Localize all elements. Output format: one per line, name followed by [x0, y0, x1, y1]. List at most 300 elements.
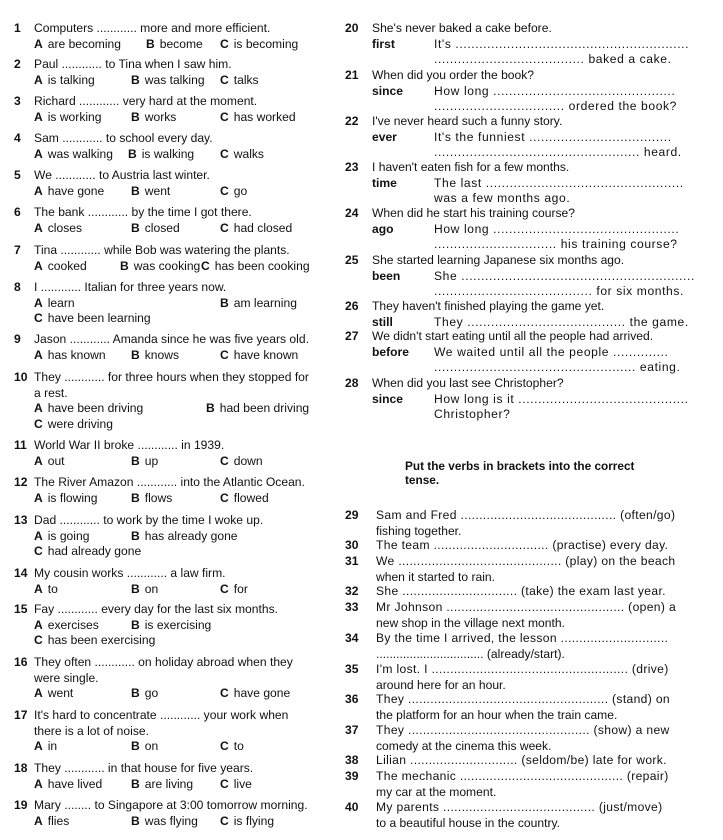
option-letter: C — [220, 72, 229, 87]
question-stem-row — [14, 94, 329, 110]
original-sentence: When did you order the book? — [372, 68, 535, 82]
question-text: The bank ............ by the time I got there. — [34, 205, 252, 219]
question-number: 17 — [14, 708, 28, 722]
option-letter: C — [220, 776, 229, 791]
option-text: flies — [47, 813, 70, 828]
option-text: is becoming — [233, 36, 299, 51]
answer-options — [14, 184, 329, 200]
transformation-sentence-row — [345, 68, 662, 84]
option-letter: B — [131, 183, 140, 198]
answer-option — [34, 37, 121, 53]
question-text: I ............ Italian for three years now. — [34, 280, 227, 294]
transformation-item — [345, 68, 678, 115]
transformation-item — [345, 160, 684, 207]
verb-sentence-row — [345, 631, 669, 647]
transformation-sentence-row — [345, 299, 662, 315]
option-letter: A — [34, 220, 43, 235]
question-number: 2 — [14, 57, 21, 71]
answer-option — [34, 618, 99, 634]
verb-sentence: We ............................................ (play) on the beach — [376, 554, 676, 568]
option-text: cooked — [47, 258, 87, 273]
keyword-row — [345, 175, 684, 192]
question-text: Computers ............ more and more efficient. — [34, 21, 271, 35]
option-text: had already gone — [47, 544, 142, 558]
question-item — [14, 243, 329, 274]
question-number: 28 — [345, 376, 359, 390]
question-stem-row — [14, 21, 329, 37]
answer-option — [220, 221, 292, 237]
question-stem-row — [14, 602, 329, 618]
question-number: 9 — [14, 332, 21, 346]
question-number: 24 — [345, 206, 359, 220]
verb-sentence-row — [345, 692, 670, 708]
option-text: was cooking — [133, 258, 201, 273]
original-sentence: I've never heard such a funny story. — [372, 114, 563, 128]
question-item — [14, 57, 329, 88]
option-text: have lived — [47, 776, 103, 791]
answer-option — [206, 401, 309, 417]
verb-sentence-continued: comedy at the cinema this week. — [376, 738, 552, 753]
option-text: is flowing — [47, 490, 98, 505]
question-text: Dad ............ to work by the time I woke up. — [34, 513, 264, 527]
option-letter: A — [34, 813, 43, 828]
answer-option — [34, 311, 151, 327]
question-text: We ............ to Austria last winter. — [34, 168, 210, 182]
option-letter: A — [34, 453, 43, 468]
keyword-row — [345, 344, 669, 361]
option-text: in — [47, 739, 58, 753]
original-sentence: We didn't start eating until all the people had arrived. — [372, 329, 654, 343]
question-number: 11 — [14, 438, 27, 452]
answer-option — [120, 259, 200, 275]
answer-option — [34, 777, 102, 793]
transformation-sentence-row — [345, 253, 662, 269]
keyword: since — [372, 83, 403, 98]
question-number: 5 — [14, 168, 21, 182]
answer-options — [14, 814, 329, 830]
question-number: 29 — [345, 508, 359, 522]
option-text: closes — [47, 220, 83, 235]
original-sentence: When did you last see Christopher? — [372, 376, 564, 390]
option-letter: A — [34, 347, 43, 362]
transformation-item — [345, 253, 695, 300]
answer-option — [220, 37, 298, 53]
verb-sentence: Lilian ............................. (seldom/be) late for work. — [376, 753, 667, 767]
option-text: flows — [144, 490, 173, 505]
transformation-item — [345, 21, 690, 68]
question-number: 16 — [14, 655, 28, 669]
question-number: 21 — [345, 68, 359, 82]
answer-option — [34, 582, 58, 598]
answer-option — [201, 259, 310, 275]
section-title: Put the verbs in brackets into the correct tense. — [405, 459, 635, 487]
question-number: 8 — [14, 280, 21, 294]
question-number: 26 — [345, 299, 359, 313]
option-letter: C — [201, 258, 210, 273]
verb-sentence-row — [345, 769, 669, 785]
question-stem-row — [14, 655, 329, 671]
answer-option — [34, 686, 73, 702]
option-text: to — [233, 739, 244, 753]
option-letter: A — [34, 258, 43, 273]
option-letter: B — [131, 490, 140, 505]
answer-line: It's the funniest .................................... — [434, 129, 672, 144]
option-letter: B — [131, 220, 140, 235]
verb-sentence-row — [345, 600, 677, 616]
verb-sentence-row — [345, 554, 676, 570]
keyword-row — [345, 391, 689, 408]
question-number: 14 — [14, 566, 28, 580]
answer-line-continued: ................................................... eating. — [434, 360, 681, 374]
answer-option — [34, 184, 104, 200]
option-text: has been cooking — [214, 258, 310, 273]
answer-option — [34, 739, 57, 755]
keyword: first — [372, 36, 395, 51]
question-stem-row — [14, 438, 329, 454]
question-number: 13 — [14, 513, 28, 527]
answer-options — [14, 147, 329, 163]
option-letter: C — [220, 453, 229, 468]
keyword-row — [345, 221, 680, 238]
option-text: has been exercising — [47, 633, 156, 647]
option-text: go — [144, 686, 159, 700]
question-item — [14, 566, 329, 597]
verb-sentence: Sam and Fred .......................................... (often/go) — [376, 508, 676, 522]
question-text-continued: were single. — [34, 670, 99, 685]
verb-sentence-row — [345, 753, 667, 769]
answer-option — [34, 417, 113, 433]
option-letter: A — [34, 109, 43, 124]
answer-line: How long .............................................. — [434, 83, 676, 98]
original-sentence: She started learning Japanese six months ago. — [372, 253, 625, 267]
option-letter: B — [131, 617, 140, 632]
answer-line-continued: ................................. ordered the book? — [434, 99, 678, 113]
answer-line: How long is it ........................................... — [434, 391, 689, 406]
answer-line: How long ............................................... — [434, 221, 680, 236]
verb-sentence-row — [345, 508, 676, 524]
option-text: have gone — [47, 183, 105, 198]
question-item — [14, 475, 329, 506]
question-stem-row — [14, 370, 329, 386]
question-item — [14, 94, 329, 125]
verb-item — [345, 600, 677, 631]
question-stem-row — [14, 475, 329, 491]
answer-options — [14, 686, 329, 702]
verb-item — [345, 769, 669, 800]
verb-sentence-row — [345, 723, 670, 739]
question-number: 19 — [14, 798, 28, 812]
answer-option — [131, 73, 205, 89]
option-text: have been driving — [47, 401, 144, 415]
verb-sentence: My parents ......................................... (just/move) — [376, 800, 663, 814]
option-text: closed — [144, 220, 180, 235]
question-item — [14, 513, 329, 560]
question-text: World War II broke ............ in 1939. — [34, 438, 225, 452]
transformation-item — [345, 376, 689, 423]
question-stem-row — [14, 205, 329, 221]
option-text: walks — [233, 146, 264, 161]
question-text: They ............ in that house for five years. — [34, 761, 254, 775]
option-letter: C — [220, 490, 229, 505]
transformation-sentence-row — [345, 329, 662, 345]
option-letter: B — [131, 739, 140, 753]
question-number: 15 — [14, 602, 28, 616]
verb-sentence-continued: the platform for an hour when the train came. — [376, 707, 618, 722]
option-text: were driving — [47, 416, 113, 431]
answer-option — [34, 110, 102, 126]
question-text: Tina ............ while Bob was watering the plants. — [34, 243, 290, 257]
answer-option — [131, 529, 238, 545]
answer-line: The last .................................................. — [434, 175, 684, 190]
answer-options — [14, 348, 329, 364]
answer-option — [131, 777, 193, 793]
answer-options — [14, 777, 329, 793]
option-letter: C — [220, 739, 229, 753]
transformation-sentence-row — [345, 114, 662, 130]
option-letter: B — [220, 295, 229, 310]
answer-line-continued: Christopher? — [434, 407, 511, 421]
question-item — [14, 761, 329, 792]
option-letter: A — [34, 686, 43, 700]
verb-item — [345, 584, 666, 600]
question-number: 39 — [345, 769, 359, 783]
verb-sentence: She ............................... (take) the exam last year. — [376, 584, 666, 598]
answer-option — [34, 221, 82, 237]
option-letter: C — [220, 183, 229, 198]
question-stem-row — [14, 798, 329, 814]
answer-option — [131, 686, 158, 702]
option-letter: A — [34, 776, 43, 791]
question-text: They ............ for three hours when they stopped for — [34, 370, 309, 384]
option-text: talks — [233, 72, 259, 87]
answer-line-continued: .................................................... heard. — [434, 145, 682, 159]
option-text: on — [144, 581, 159, 596]
transformation-sentence-row — [345, 376, 662, 392]
question-number: 20 — [345, 21, 359, 35]
verb-sentence-continued: around here for an hour. — [376, 677, 506, 692]
verb-item — [345, 800, 662, 831]
answer-options — [14, 37, 329, 53]
verb-sentence-continued: when it started to rain. — [376, 569, 495, 584]
option-letter: C — [220, 347, 229, 362]
question-number: 1 — [14, 21, 21, 35]
answer-option — [131, 739, 158, 755]
option-letter: A — [34, 36, 43, 51]
question-stem-row — [14, 280, 329, 296]
verb-sentence: They ...................................................... (stand) on — [376, 692, 670, 706]
answer-option — [131, 814, 198, 830]
option-letter: B — [131, 72, 140, 87]
question-text: Mary ........ to Singapore at 3:00 tomorrow morning. — [34, 798, 308, 812]
question-number: 40 — [345, 800, 359, 814]
answer-line: She ........................................................... — [434, 268, 695, 283]
option-text: is flying — [233, 813, 275, 828]
question-text: Sam ............ to school every day. — [34, 131, 213, 145]
option-text: knows — [144, 347, 180, 362]
option-text: is going — [47, 528, 90, 543]
answer-option — [220, 491, 269, 507]
answer-option — [34, 147, 113, 163]
question-number: 3 — [14, 94, 21, 108]
question-text: Fay ............ every day for the last six months. — [34, 602, 278, 616]
transformation-sentence-row — [345, 160, 662, 176]
option-text: is exercising — [144, 617, 212, 632]
option-letter: B — [131, 453, 140, 468]
answer-option — [34, 814, 69, 830]
keyword: ago — [372, 221, 394, 236]
original-sentence: She's never baked a cake before. — [372, 21, 552, 35]
option-text: are living — [144, 776, 194, 791]
question-number: 35 — [345, 662, 359, 676]
keyword-row — [345, 314, 689, 331]
option-letter: B — [120, 258, 129, 273]
option-letter: B — [131, 109, 140, 124]
answer-option — [220, 686, 290, 702]
option-letter: B — [131, 528, 140, 543]
verb-sentence: Mr Johnson ................................................ (open) a — [376, 600, 677, 614]
question-item — [14, 280, 329, 327]
question-stem-row — [14, 57, 329, 73]
option-letter: B — [206, 401, 215, 415]
question-number: 31 — [345, 554, 359, 568]
answer-options — [14, 110, 329, 126]
answer-options — [14, 529, 329, 560]
answer-option — [220, 110, 296, 126]
answer-option — [220, 777, 252, 793]
option-letter: C — [220, 813, 229, 828]
option-text: for — [233, 581, 248, 596]
keyword: since — [372, 391, 403, 406]
verb-sentence: I'm lost. I ..................................................... (drive) — [376, 662, 669, 676]
transformation-item — [345, 114, 682, 161]
option-letter: A — [34, 739, 43, 753]
question-text-continued: a rest. — [34, 385, 68, 400]
question-number: 33 — [345, 600, 359, 614]
question-text: They often ............ on holiday abroad when they — [34, 655, 293, 669]
original-sentence: When did he start his training course? — [372, 206, 576, 220]
answer-option — [220, 582, 248, 598]
verb-sentence-continued: fishing together. — [376, 523, 462, 538]
verb-sentence-continued: ................................ (already/start). — [376, 646, 565, 661]
question-item — [14, 370, 329, 432]
answer-option — [34, 544, 141, 560]
verb-sentence-row — [345, 538, 669, 554]
option-text: up — [144, 453, 159, 468]
option-text: have known — [233, 347, 299, 362]
answer-line-continued: was a few months ago. — [434, 191, 571, 205]
verb-sentence-row — [345, 800, 662, 816]
question-text-continued: there is a lot of noise. — [34, 723, 149, 738]
transformation-item — [345, 206, 680, 253]
option-letter: C — [220, 146, 229, 161]
answer-option — [220, 73, 259, 89]
option-text: exercises — [47, 617, 99, 632]
verb-item — [345, 753, 667, 769]
question-number: 18 — [14, 761, 28, 775]
option-letter: A — [34, 146, 43, 161]
verb-item — [345, 662, 669, 693]
answer-options — [14, 582, 329, 598]
answer-option — [131, 110, 176, 126]
question-stem-row — [14, 168, 329, 184]
option-letter: C — [220, 686, 229, 700]
option-text: is walking — [141, 146, 195, 161]
option-text: live — [233, 776, 252, 791]
question-item — [14, 708, 329, 755]
answer-option — [220, 147, 264, 163]
transformation-item — [345, 329, 681, 376]
answer-option — [34, 73, 95, 89]
option-letter: C — [34, 416, 43, 431]
question-item — [14, 168, 329, 199]
question-number: 4 — [14, 131, 21, 145]
keyword-row — [345, 129, 672, 146]
transformation-sentence-row — [345, 21, 662, 37]
answer-line-continued: ...................................... baked a cake. — [434, 52, 672, 66]
answer-options — [14, 401, 329, 432]
question-number: 27 — [345, 329, 359, 343]
answer-option — [131, 348, 179, 364]
question-text: My cousin works ............ a law firm. — [34, 566, 226, 580]
option-letter: B — [131, 581, 140, 596]
keyword: before — [372, 344, 409, 359]
keyword: been — [372, 268, 401, 283]
option-letter: A — [34, 617, 43, 632]
question-item — [14, 798, 329, 829]
keyword-row — [345, 83, 676, 100]
answer-option — [34, 348, 106, 364]
option-letter: C — [220, 220, 229, 235]
question-item — [14, 438, 329, 469]
option-text: has worked — [233, 109, 296, 124]
answer-line: It's ........................................................... — [434, 36, 690, 51]
option-text: down — [233, 453, 263, 468]
option-text: is working — [47, 109, 102, 124]
question-stem-row — [14, 708, 329, 724]
answer-option — [34, 401, 143, 417]
answer-option — [131, 618, 211, 634]
question-number: 37 — [345, 723, 359, 737]
option-letter: A — [34, 581, 43, 596]
question-stem-row — [14, 513, 329, 529]
verb-item — [345, 508, 676, 539]
answer-options — [14, 259, 329, 275]
question-item — [14, 131, 329, 162]
answer-option — [128, 147, 194, 163]
option-letter: C — [220, 109, 229, 124]
question-text: The River Amazon ............ into the Atlantic Ocean. — [34, 475, 305, 489]
option-text: out — [47, 453, 65, 468]
option-text: on — [144, 739, 159, 753]
keyword-row — [345, 36, 690, 53]
verb-sentence-continued: my car at the moment. — [376, 784, 497, 799]
answer-option — [220, 184, 247, 200]
option-letter: C — [220, 581, 229, 596]
option-text: become — [159, 36, 203, 51]
question-item — [14, 21, 329, 52]
option-text: have gone — [233, 686, 291, 700]
option-text: are becoming — [47, 36, 122, 51]
question-stem-row — [14, 131, 329, 147]
answer-option — [34, 529, 89, 545]
verb-sentence: By the time I arrived, the lesson ............................. — [376, 631, 669, 645]
option-text: has already gone — [144, 528, 238, 543]
verb-item — [345, 554, 676, 585]
option-text: had been driving — [219, 401, 310, 415]
question-text: Richard ............ very hard at the moment. — [34, 94, 258, 108]
option-letter: B — [128, 146, 137, 161]
answer-line: We waited until all the people .............. — [434, 344, 669, 359]
